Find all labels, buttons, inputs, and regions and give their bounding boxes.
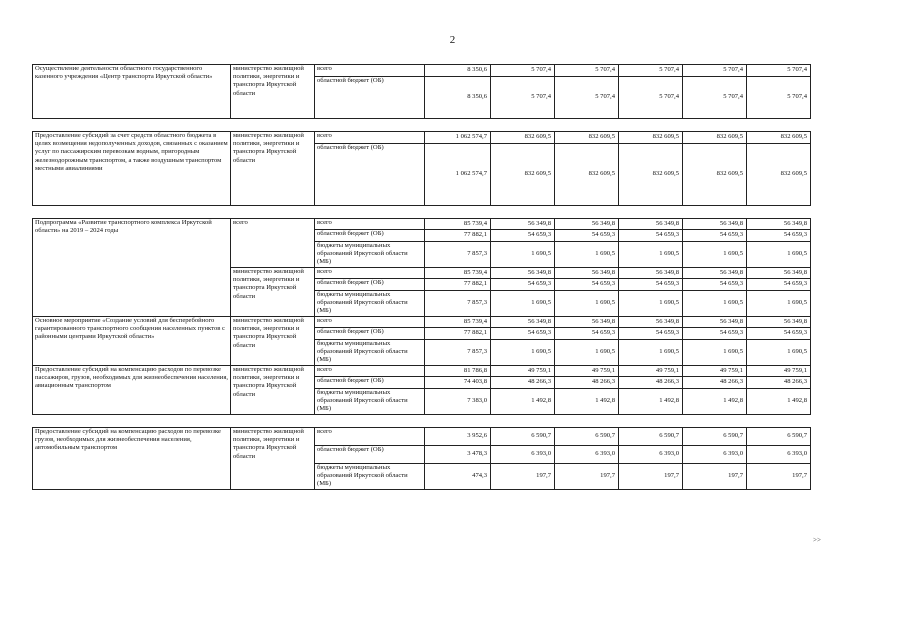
funding-source-cell: областной бюджет (ОБ) (315, 328, 425, 340)
value-cell: 49 759,1 (683, 366, 747, 377)
value-cell: 1 690,5 (683, 291, 747, 317)
funding-source-cell: областной бюджет (ОБ) (315, 230, 425, 242)
value-cell: 5 707,4 (491, 65, 555, 77)
funding-source-cell: всего (315, 366, 425, 377)
executor-cell: министерство жилищной политики, энергетики и транспорта Иркутской области (231, 268, 315, 317)
value-cell: 49 759,1 (619, 366, 683, 377)
value-cell: 56 349,8 (555, 219, 619, 230)
value-cell: 6 393,0 (747, 446, 811, 464)
value-cell: 56 349,8 (747, 317, 811, 328)
value-cell: 1 690,5 (619, 340, 683, 366)
executor-cell: министерство жилищной политики, энергетики и транспорта Иркутской области (231, 132, 315, 206)
value-cell: 6 393,0 (683, 446, 747, 464)
value-cell: 1 690,5 (491, 242, 555, 268)
executor-cell: министерство жилищной политики, энергетики и транспорта Иркутской области (231, 65, 315, 119)
value-cell: 56 349,8 (619, 219, 683, 230)
value-cell: 5 707,4 (555, 65, 619, 77)
value-cell: 1 492,8 (683, 389, 747, 415)
value-cell: 7 383,0 (425, 389, 491, 415)
value-cell: 6 590,7 (747, 428, 811, 446)
measure-name-cell: Осуществление деятельности областного государственного казенного учреждения «Центр транспорта Иркутской области» (33, 65, 231, 119)
value-cell: 54 659,3 (683, 328, 747, 340)
value-cell: 6 590,7 (491, 428, 555, 446)
value-cell: 48 266,3 (491, 377, 555, 389)
executor-cell: министерство жилищной политики, энергетики и транспорта Иркутской области (231, 428, 315, 490)
value-cell: 1 690,5 (555, 242, 619, 268)
value-cell: 56 349,8 (619, 317, 683, 328)
value-cell: 49 759,1 (491, 366, 555, 377)
value-cell: 56 349,8 (491, 219, 555, 230)
value-cell: 56 349,8 (747, 219, 811, 230)
value-cell: 56 349,8 (683, 219, 747, 230)
executor-cell: министерство жилищной политики, энергетики и транспорта Иркутской области (231, 317, 315, 366)
value-cell: 54 659,3 (747, 328, 811, 340)
value-cell: 5 707,4 (747, 77, 811, 119)
value-cell: 6 590,7 (619, 428, 683, 446)
value-cell: 54 659,3 (619, 279, 683, 291)
funding-source-cell: бюджеты муниципальных образований Иркутской области (МБ) (315, 291, 425, 317)
value-cell: 48 266,3 (747, 377, 811, 389)
table-spacer-row (33, 206, 811, 219)
funding-source-cell: бюджеты муниципальных образований Иркутской области (МБ) (315, 464, 425, 490)
value-cell: 6 590,7 (555, 428, 619, 446)
value-cell: 1 492,8 (747, 389, 811, 415)
measure-name-cell: Подпрограмма «Развитие транспортного комплекса Иркутской области» на 2019 – 2024 годы (33, 219, 231, 317)
value-cell: 5 707,4 (683, 77, 747, 119)
value-cell: 81 786,8 (425, 366, 491, 377)
value-cell: 54 659,3 (683, 279, 747, 291)
value-cell: 54 659,3 (491, 279, 555, 291)
funding-source-cell: областной бюджет (ОБ) (315, 279, 425, 291)
funding-source-cell: всего (315, 428, 425, 446)
value-cell: 54 659,3 (491, 230, 555, 242)
value-cell: 1 690,5 (683, 340, 747, 366)
value-cell: 54 659,3 (555, 328, 619, 340)
value-cell: 1 690,5 (619, 291, 683, 317)
value-cell: 54 659,3 (747, 230, 811, 242)
funding-source-cell: всего (315, 268, 425, 279)
value-cell: 1 062 574,7 (425, 132, 491, 144)
value-cell: 832 609,5 (747, 132, 811, 144)
value-cell: 6 393,0 (491, 446, 555, 464)
table-spacer-row (33, 119, 811, 132)
value-cell: 85 739,4 (425, 268, 491, 279)
value-cell: 48 266,3 (619, 377, 683, 389)
table-row (33, 219, 811, 230)
value-cell: 1 690,5 (747, 340, 811, 366)
value-cell: 1 690,5 (491, 291, 555, 317)
value-cell: 56 349,8 (491, 268, 555, 279)
executor-cell: всего (231, 219, 315, 268)
continuation-marker: >> (813, 536, 821, 544)
funding-source-cell: областной бюджет (ОБ) (315, 377, 425, 389)
value-cell: 56 349,8 (555, 317, 619, 328)
value-cell: 7 857,3 (425, 242, 491, 268)
value-cell: 54 659,3 (747, 279, 811, 291)
funding-source-cell: бюджеты муниципальных образований Иркутской области (МБ) (315, 242, 425, 268)
value-cell: 56 349,8 (683, 317, 747, 328)
value-cell: 54 659,3 (683, 230, 747, 242)
value-cell: 74 403,8 (425, 377, 491, 389)
value-cell: 85 739,4 (425, 317, 491, 328)
value-cell: 6 590,7 (683, 428, 747, 446)
value-cell: 832 609,5 (491, 144, 555, 206)
value-cell: 5 707,4 (619, 77, 683, 119)
value-cell: 77 882,1 (425, 328, 491, 340)
value-cell: 5 707,4 (747, 65, 811, 77)
measure-name-cell: Предоставление субсидий на компенсацию расходов по перевозке грузов, необходимых для жизнеобеспечения населения, автомобильным транспортом (33, 428, 231, 490)
value-cell: 832 609,5 (683, 132, 747, 144)
funding-source-cell: бюджеты муниципальных образований Иркутской области (МБ) (315, 389, 425, 415)
value-cell: 7 857,3 (425, 340, 491, 366)
table-row (33, 132, 811, 144)
funding-source-cell: всего (315, 132, 425, 144)
value-cell: 1 492,8 (619, 389, 683, 415)
table-row (33, 317, 811, 328)
value-cell: 1 690,5 (555, 340, 619, 366)
executor-cell: министерство жилищной политики, энергетики и транспорта Иркутской области (231, 366, 315, 415)
value-cell: 1 690,5 (491, 340, 555, 366)
table-spacer-row (33, 415, 811, 428)
value-cell: 54 659,3 (555, 230, 619, 242)
value-cell: 6 393,0 (555, 446, 619, 464)
value-cell: 832 609,5 (747, 144, 811, 206)
value-cell: 54 659,3 (619, 328, 683, 340)
value-cell: 5 707,4 (555, 77, 619, 119)
funding-source-cell: областной бюджет (ОБ) (315, 144, 425, 206)
value-cell: 8 350,6 (425, 65, 491, 77)
value-cell: 3 478,3 (425, 446, 491, 464)
value-cell: 48 266,3 (683, 377, 747, 389)
page-number: 2 (449, 34, 456, 46)
value-cell: 54 659,3 (619, 230, 683, 242)
value-cell: 832 609,5 (491, 132, 555, 144)
value-cell: 832 609,5 (619, 144, 683, 206)
value-cell: 5 707,4 (491, 77, 555, 119)
value-cell: 1 690,5 (683, 242, 747, 268)
funding-source-cell: областной бюджет (ОБ) (315, 77, 425, 119)
value-cell: 197,7 (683, 464, 747, 490)
measure-name-cell: Основное мероприятие «Создание условий для бесперебойного гарантированного транспортного сообщения населенных пунктов с районными центрами Иркутской области» (33, 317, 231, 366)
value-cell: 832 609,5 (555, 144, 619, 206)
value-cell: 49 759,1 (747, 366, 811, 377)
table-row (33, 366, 811, 377)
value-cell: 56 349,8 (491, 317, 555, 328)
value-cell: 1 690,5 (555, 291, 619, 317)
value-cell: 54 659,3 (491, 328, 555, 340)
budget-table (32, 64, 811, 490)
table-row (33, 65, 811, 77)
value-cell: 85 739,4 (425, 219, 491, 230)
value-cell: 56 349,8 (683, 268, 747, 279)
value-cell: 49 759,1 (555, 366, 619, 377)
value-cell: 56 349,8 (619, 268, 683, 279)
value-cell: 8 350,6 (425, 77, 491, 119)
value-cell: 1 690,5 (747, 291, 811, 317)
value-cell: 3 952,6 (425, 428, 491, 446)
measure-name-cell: Предоставление субсидий на компенсацию расходов по перевозке пассажиров, грузов, необходимых для жизнеобеспечения населения, авиационным транспортом (33, 366, 231, 415)
value-cell: 54 659,3 (555, 279, 619, 291)
value-cell: 48 266,3 (555, 377, 619, 389)
value-cell: 1 492,8 (555, 389, 619, 415)
value-cell: 5 707,4 (683, 65, 747, 77)
value-cell: 1 062 574,7 (425, 144, 491, 206)
measure-name-cell: Предоставление субсидий за счет средств областного бюджета в целях возмещения недополученных доходов, связанных с оказанием услуг по пассажирским перевозкам водным, пригородным железнодорожным транспортом, а также воздушным транспортом местными авиалиниями (33, 132, 231, 206)
value-cell: 197,7 (491, 464, 555, 490)
value-cell: 7 857,3 (425, 291, 491, 317)
value-cell: 197,7 (747, 464, 811, 490)
value-cell: 77 882,1 (425, 230, 491, 242)
value-cell: 197,7 (555, 464, 619, 490)
value-cell: 1 690,5 (747, 242, 811, 268)
table-row (33, 428, 811, 446)
value-cell: 1 690,5 (619, 242, 683, 268)
funding-source-cell: областной бюджет (ОБ) (315, 446, 425, 464)
value-cell: 197,7 (619, 464, 683, 490)
value-cell: 6 393,0 (619, 446, 683, 464)
value-cell: 56 349,8 (747, 268, 811, 279)
value-cell: 474,3 (425, 464, 491, 490)
value-cell: 77 882,1 (425, 279, 491, 291)
funding-source-cell: всего (315, 65, 425, 77)
value-cell: 832 609,5 (683, 144, 747, 206)
funding-source-cell: всего (315, 317, 425, 328)
funding-source-cell: всего (315, 219, 425, 230)
value-cell: 56 349,8 (555, 268, 619, 279)
value-cell: 5 707,4 (619, 65, 683, 77)
value-cell: 832 609,5 (619, 132, 683, 144)
value-cell: 832 609,5 (555, 132, 619, 144)
funding-source-cell: бюджеты муниципальных образований Иркутской области (МБ) (315, 340, 425, 366)
value-cell: 1 492,8 (491, 389, 555, 415)
